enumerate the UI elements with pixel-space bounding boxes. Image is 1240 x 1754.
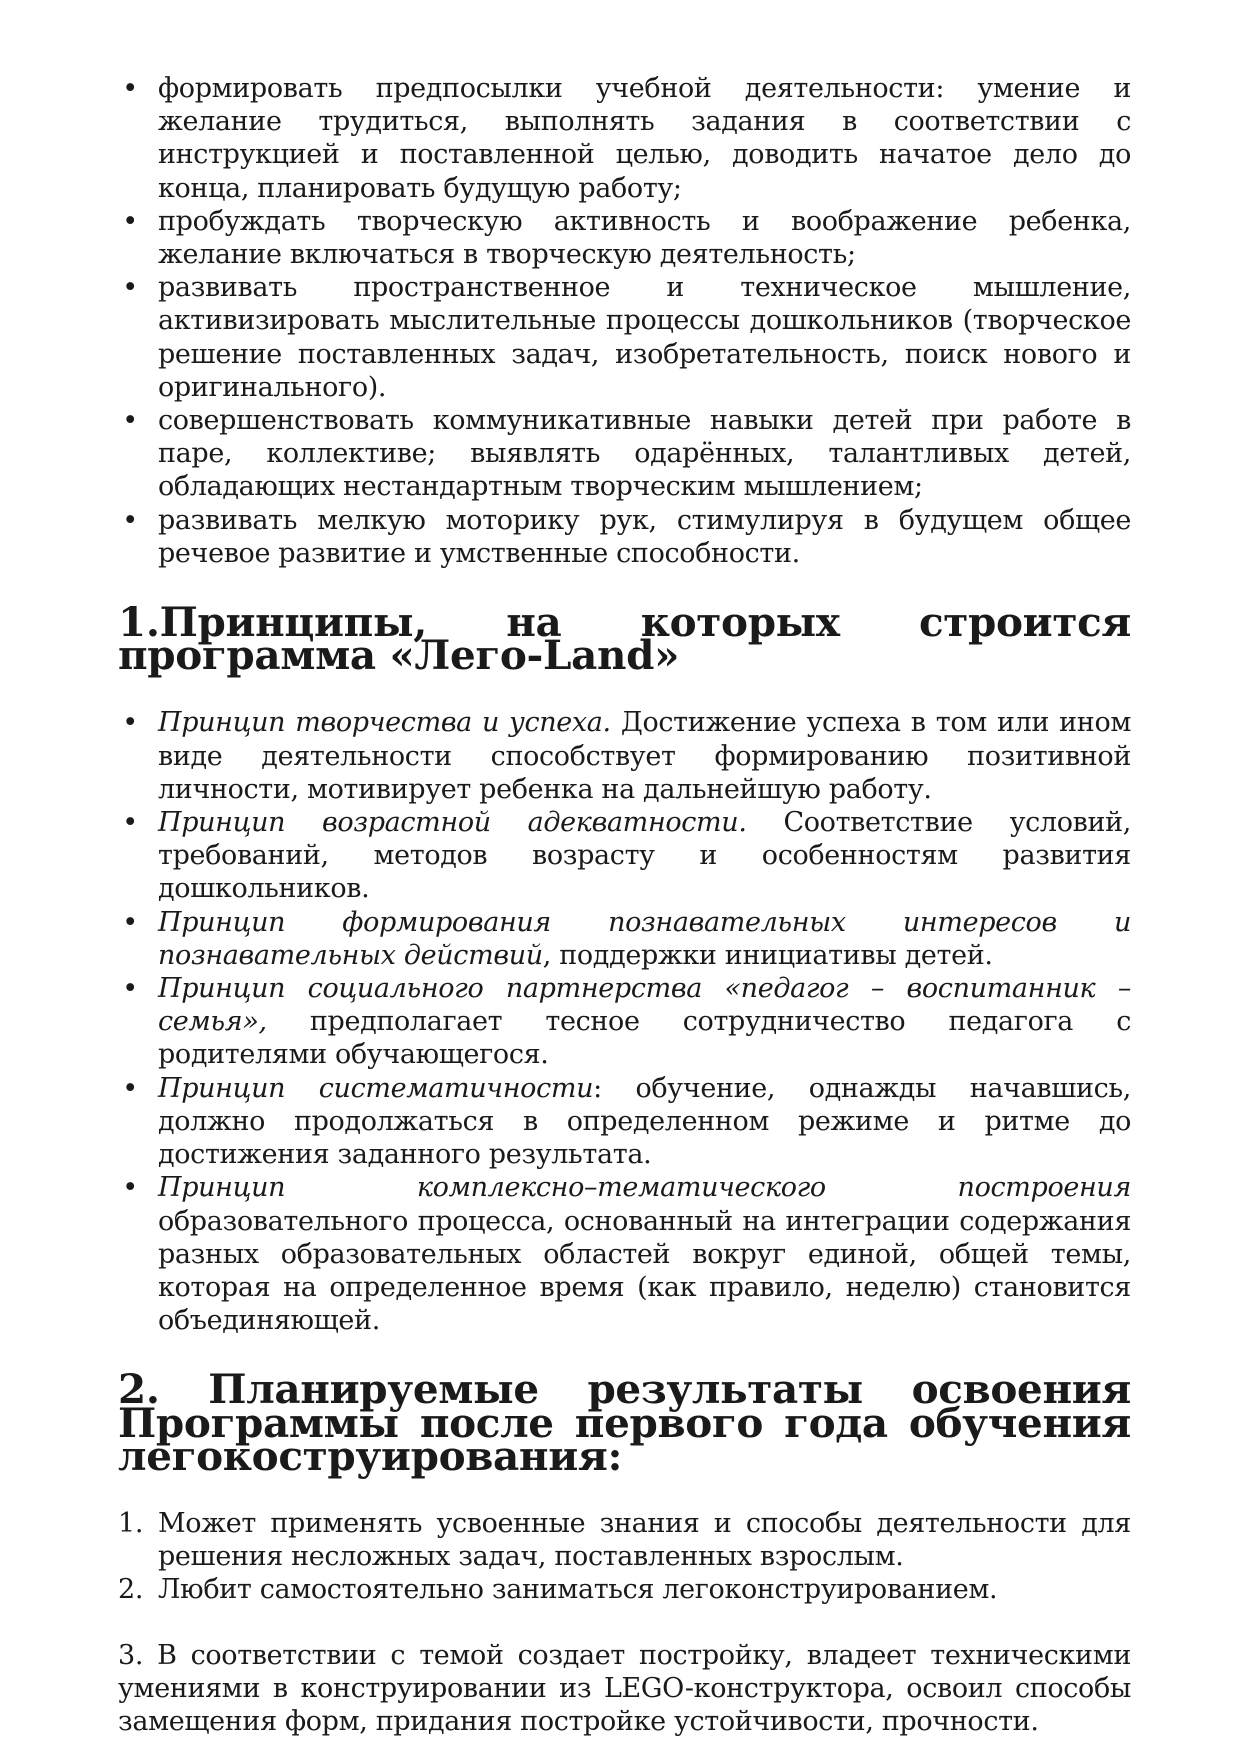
list-item: • Принцип социального партнерства «педагог – воспитанник – семья», предполагает тесное сотрудничество педагога с родителями обучающегося. <box>118 972 1131 1072</box>
list-item: 2. Любит самостоятельно заниматься легоконструированием. <box>118 1574 998 1606</box>
section2-heading: 2. Планируемые результаты освоения Программы после первого года обучения легокоструирования: <box>118 1365 1131 1480</box>
list-item: • Принцип возрастной адекватности. Соответствие условий, требований, методов возрасту и особенностям развития дошкольников. <box>118 806 1131 906</box>
list-number: 1. <box>118 1507 144 1539</box>
list-number: 2. <box>118 1574 144 1606</box>
bullet-icon: • <box>122 405 138 437</box>
list-item: • совершенствовать коммуникативные навыки детей при работе в паре, коллективе; выявлять одарённых, талантливых детей, обладающих нестандартным творческим мышлением; <box>118 404 1131 504</box>
bullet-icon: • <box>122 1172 138 1204</box>
list-item: • развивать мелкую моторику рук, стимулируя в будущем общее речевое развитие и умственные способности. <box>118 504 1131 570</box>
list-item: • Принцип творчества и успеха. Достижение успеха в том или ином виде деятельности способствует формированию позитивной личности, мотивирует ребенка на дальнейшую работу. <box>118 706 1131 806</box>
bullet-icon: • <box>122 973 138 1005</box>
section1-heading: 1.Принципы, на которых строится программа «Лего-Land» <box>118 598 1131 680</box>
list-item: • формировать предпосылки учебной деятельности: умение и желание трудиться, выполнять задания в соответствии с инструкцией и поставленной целью, доводить начатое дело до конца, планировать будущую работу; <box>118 72 1131 205</box>
bullet-icon: • <box>122 73 138 104</box>
principles-list <box>118 706 1131 1337</box>
result-paragraph-3: 3. В соответствии с темой создает постройку, владеет техническими умениями в конструировании из LEGO-конструктора, освоил способы замещения форм, придания постройке устойчивости, прочности. <box>118 1639 1131 1737</box>
bullet-icon: • <box>122 1072 138 1104</box>
intro-bullet-list <box>118 72 1131 570</box>
bullet-icon: • <box>122 272 138 304</box>
list-item: • Принцип систематичности: обучение, однажды начавшись, должно продолжаться в определенном режиме и ритме до достижения заданного результата. <box>118 1072 1131 1172</box>
list-item: • развивать пространственное и техническое мышление, активизировать мыслительные процессы дошкольников (творческое решение поставленных задач, изобретательность, поиск нового и оригинального). <box>118 271 1131 404</box>
document-page <box>118 72 1131 1738</box>
list-item: • Принцип комплексно–тематического построения образовательного процесса, основанный на интеграции содержания разных образовательных областей вокруг единой, общей темы, которая на определенное время (как правило, неделю) становится объединяющей. <box>118 1171 1131 1337</box>
bullet-icon: • <box>122 504 138 536</box>
bullet-icon: • <box>122 707 138 739</box>
bullet-icon: • <box>122 906 138 938</box>
list-item: 1. Может применять усвоенные знания и способы деятельности для решения несложных задач, поставленных взрослым. <box>118 1507 1131 1573</box>
results-list <box>118 1507 1131 1607</box>
bullet-icon: • <box>122 205 138 237</box>
list-item: • пробуждать творческую активность и воображение ребенка, желание включаться в творческую деятельность; <box>118 205 1131 271</box>
bullet-icon: • <box>122 807 138 839</box>
list-item: • Принцип формирования познавательных интересов и познавательных действий, поддержки инициативы детей. <box>118 906 1131 972</box>
